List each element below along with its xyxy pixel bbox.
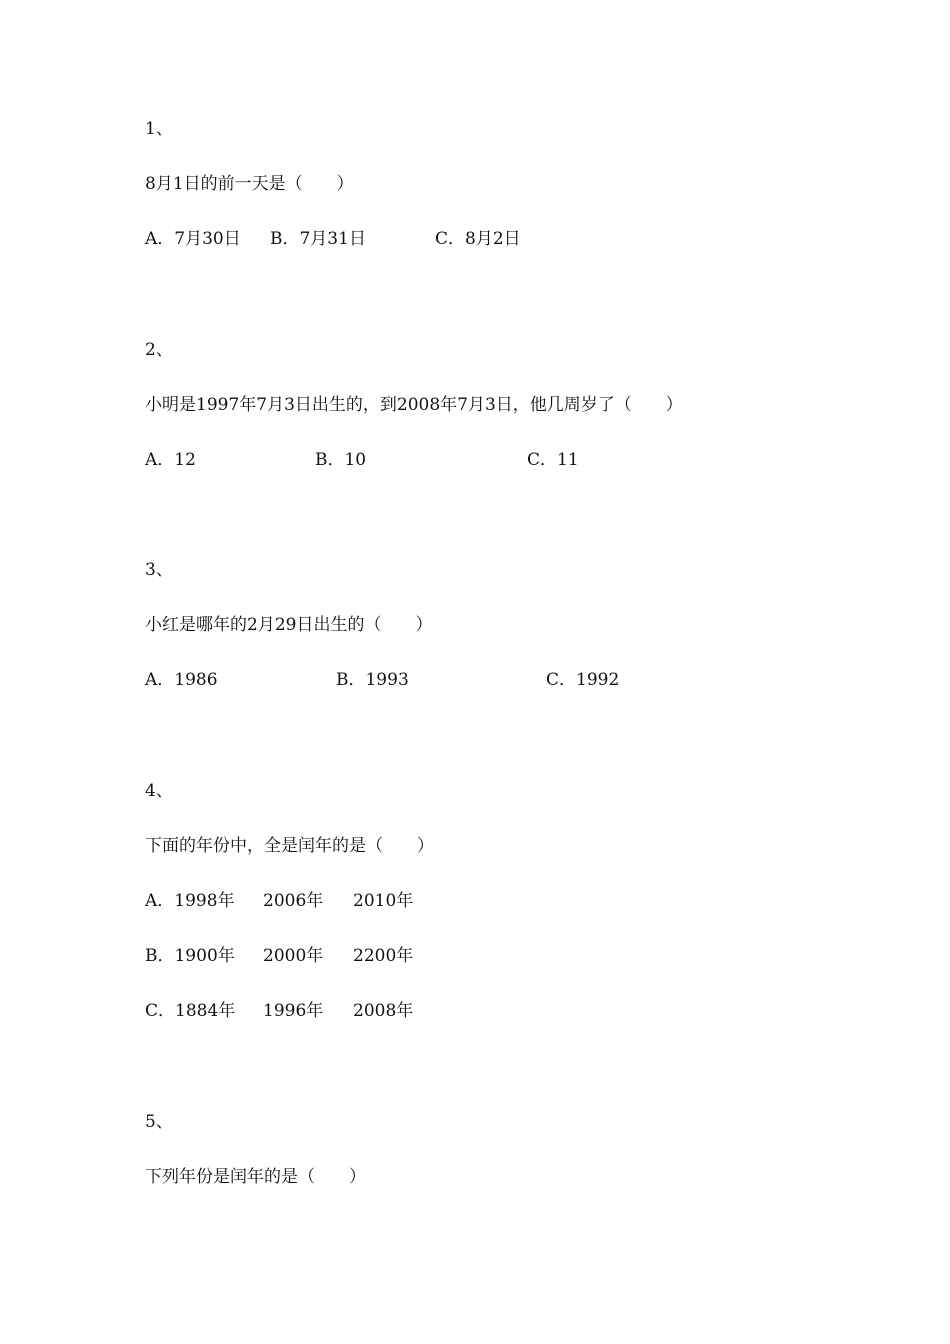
question-2-number: 2、 — [145, 340, 173, 360]
question-3-option-c: C．1992 — [546, 670, 620, 690]
question-3-option-a: A．1986 — [145, 670, 218, 690]
question-3-stem: 小红是哪年的2月29日出生的（ ） — [145, 615, 433, 635]
question-4-option-b-year-3: 2200年 — [353, 946, 414, 966]
question-1-stem: 8月1日的前一天是（ ） — [145, 174, 354, 194]
question-5-number: 5、 — [145, 1112, 173, 1132]
question-4-option-a-year-2: 2006年 — [263, 891, 324, 911]
question-4-number: 4、 — [145, 781, 173, 801]
question-1-option-c: C．8月2日 — [435, 229, 521, 249]
question-4-option-a-year-3: 2010年 — [353, 891, 414, 911]
question-2-option-c: C．11 — [527, 450, 579, 470]
question-3-option-b: B．1993 — [336, 670, 409, 690]
question-4-option-b-year-2: 2000年 — [263, 946, 324, 966]
question-2-option-b: B．10 — [315, 450, 367, 470]
question-2-option-a: A．12 — [145, 450, 196, 470]
question-4-option-c-year-1: C．1884年 — [145, 1001, 236, 1021]
question-1-option-a: A．7月30日 — [145, 229, 241, 249]
question-4-option-b-year-1: B．1900年 — [145, 946, 235, 966]
question-3-number: 3、 — [145, 560, 173, 580]
question-5-stem: 下列年份是闰年的是（ ） — [145, 1167, 366, 1187]
question-4-option-a-year-1: A．1998年 — [145, 891, 235, 911]
question-1-option-b: B．7月31日 — [270, 229, 366, 249]
question-4-option-c-year-2: 1996年 — [263, 1001, 324, 1021]
question-1-number: 1、 — [145, 119, 173, 139]
question-4-option-c-year-3: 2008年 — [353, 1001, 414, 1021]
question-2-stem: 小明是1997年7月3日出生的，到2008年7月3日，他几周岁了（ ） — [145, 395, 683, 415]
question-4-stem: 下面的年份中，全是闰年的是（ ） — [145, 836, 434, 856]
